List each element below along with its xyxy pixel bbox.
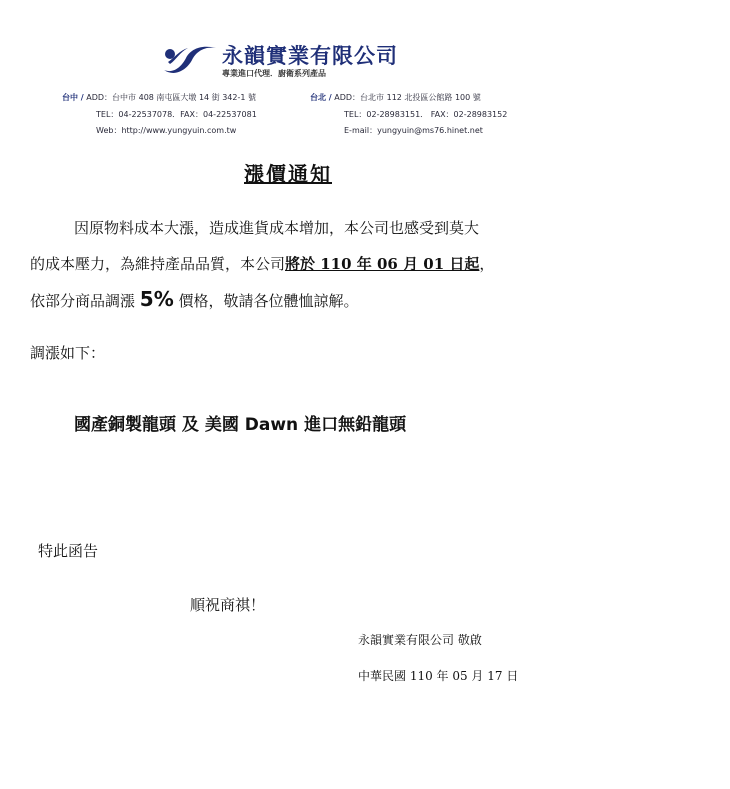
taipei-address: ADD：台北市 112 北投區公館路 100 號	[334, 93, 481, 102]
letter-date: 中華民國 110 年 05 月 17 日	[358, 669, 519, 683]
body-line-3-suffix: 價格，敬請各位體恤諒解。	[173, 292, 359, 310]
taichung-address: ADD：台中市 408 南屯區大墩 14 街 342-1 號	[86, 93, 257, 102]
body-line-2-prefix: 的成本壓力，為維持產品品質，本公司	[30, 255, 286, 273]
notice-closing: 特此函告	[38, 542, 99, 560]
company-name: 永韻實業有限公司	[222, 44, 398, 68]
increase-percent: 5%	[139, 287, 174, 311]
taipei-phone: TEL：02-28983151． FAX：02-28983152	[344, 110, 508, 119]
increase-heading: 調漲如下：	[30, 344, 106, 362]
body-line-2-suffix: ，	[479, 255, 495, 273]
taichung-phone: TEL：04-22537078．FAX：04-22537081	[96, 110, 257, 119]
email: E-mail：yungyuin@ms76.hinet.net	[344, 126, 483, 135]
body-line-3	[30, 287, 359, 311]
body-line-2	[30, 253, 494, 274]
company-logo	[160, 40, 220, 78]
taipei-label: 台北 /	[310, 93, 332, 102]
body-line-3-prefix: 依部分商品調漲	[30, 292, 140, 310]
signature: 永韻實業有限公司 敬啟	[358, 633, 482, 647]
taichung-address-line	[62, 92, 256, 103]
effective-date: 將於 110 年 06 月 01 日起	[285, 255, 480, 273]
taichung-label: 台中 /	[62, 93, 84, 102]
company-tagline: 專業進口代理．廚衛系列產品	[222, 69, 326, 78]
greeting: 順祝商祺！	[190, 596, 266, 614]
website: Web：http://www.yungyuin.com.tw	[96, 126, 237, 135]
taipei-address-line	[310, 92, 481, 103]
notice-title: 漲價通知	[244, 162, 332, 186]
body-line-1: 因原物料成本大漲，造成進貨成本增加，本公司也感受到莫大	[74, 219, 480, 237]
affected-products: 國產銅製龍頭 及 美國 Dawn 進口無鉛龍頭	[74, 415, 407, 435]
